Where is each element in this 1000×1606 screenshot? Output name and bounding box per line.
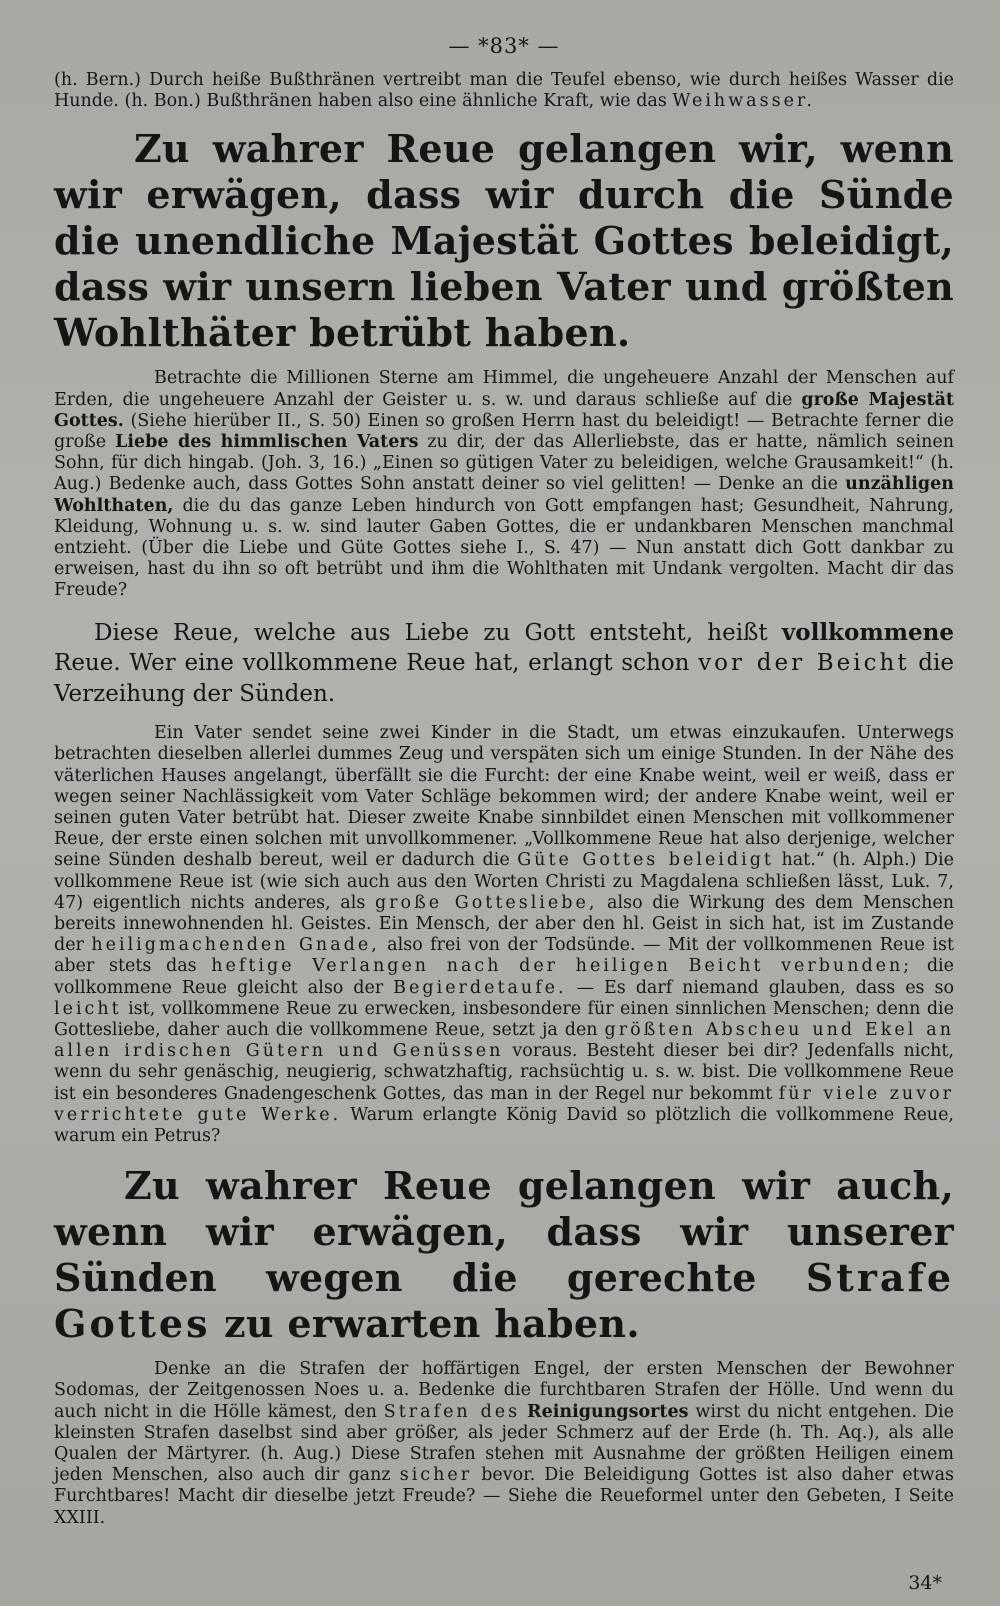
spaced-term-vor-der-beicht: vor der Beicht <box>698 650 910 677</box>
spaced-term-guete-gottes: Güte Gottes beleidigt <box>517 850 774 871</box>
spaced-term-leicht: leicht <box>54 998 122 1019</box>
heading-text: Zu wahrer Reue gelangen wir auch, wenn wir erwägen, dass wir unserer Sünden wegen die gerechte <box>54 1163 954 1301</box>
paragraph-text: voraus. Besteht dieser bei dir? Jedenfalls nicht, wenn du sehr genäschig, neugierig, schwatzhaftig, rachsüchtig u. s. w. bist. Die vollkommene Reue ist ein besonderes Gnadengeschenk Gottes, das man in der Regel nur bekommt <box>54 1041 955 1104</box>
paragraph-text: ist, vollkommene Reue zu erwecken, insbesondere für einen sinnlichen Menschen; denn die Gottesliebe, daher auch die vollkommene Reue, setzt ja den <box>54 998 954 1040</box>
spaced-term-sicher: sicher <box>399 1465 473 1486</box>
bold-term-majestaet: große Majestät Gottes. <box>54 389 954 431</box>
paragraph-text: die Verzeihung der Sünden. <box>54 650 954 707</box>
bold-term-liebe-vaters: Liebe des himmlischen Vaters <box>115 432 419 453</box>
spaced-term-verlangen-beicht: heftige Verlangen nach der heiligen Beicht verbunden; <box>211 956 913 977</box>
paragraph-text: (h. Bern.) Durch heiße Bußthränen vertreibt man die Teufel ebenso, wie durch heißes Wasser die Hunde. (h. Bon.) Bußthränen haben also eine ähnliche Kraft, wie das <box>54 70 954 112</box>
paragraph-bussthraenen <box>54 70 954 112</box>
printer-signature: 34* <box>908 1572 942 1594</box>
paragraph-text: die vollkommene Reue gleicht also der <box>54 956 954 998</box>
paragraph-vater-kinder <box>54 723 954 1147</box>
bold-term-reinigungsortes: Reinigungsortes <box>527 1401 689 1422</box>
paragraph-text: also frei von der Todsünde. — Mit der vollkommenen Reue ist aber stets das <box>54 935 954 977</box>
bold-term-wohlthaten: unzähligen Wohlthaten, <box>54 474 954 516</box>
paragraph-text <box>520 1402 527 1422</box>
paragraph-text: — Es darf niemand glauben, dass es so <box>566 977 955 998</box>
spaced-term-abscheu: größten Abscheu und Ekel an allen irdischen Gütern und Genüssen <box>54 1019 954 1062</box>
paragraph-betrachte <box>54 368 954 601</box>
spaced-term-strafen-des: Strafen des <box>383 1401 521 1422</box>
paragraph-text: Diese Reue, welche aus Liebe zu Gott entsteht, heißt <box>94 619 782 646</box>
paragraph-text: Denke an die Strafen der hoffärtigen Engel, der ersten Menschen der Bewohner Sodomas, der Zeitgenossen Noes u. a. Bedenke die furchtbaren Strafen der Hölle. Und wenn du auch nicht in die Hölle kämest, den <box>54 1359 954 1422</box>
spaced-term-gnade: heiligmachenden Gnade, <box>91 935 380 956</box>
paragraph-vollkommene-reue <box>54 618 954 710</box>
spaced-term-begierdetaufe: Begierdetaufe. <box>393 977 567 998</box>
section-heading-strafe <box>54 1163 954 1347</box>
paragraph-text: also die Wirkung des dem Menschen bereits innewohnenden hl. Geistes. Ein Mensch, der aber den hl. Geist in sich hat, ist im Zustande der <box>54 892 954 956</box>
paragraph-text: bevor. Die Beleidigung Gottes ist also daher etwas Furchtbares! Macht dir dieselbe jetzt Freude? — Siehe die Reueformel unter den Gebeten, I Seite XXIII. <box>54 1465 954 1528</box>
paragraph-text: zu dir, der das Allerliebste, das er hatte, nämlich seinen Sohn, für dich hingab. (Joh. 3, 16.) „Einen so gütigen Vater zu beleidigen, welche Grausamkeit!“ (h. Aug.) Bedenke auch, dass Gottes Sohn anstatt deiner so viel gelitten! — Denke an die <box>54 432 954 495</box>
spaced-term-strafe-gottes: Strafe Gottes <box>54 1255 954 1347</box>
spaced-term-gute-werke: für viele zuvor verrichtete gute Werke. <box>54 1083 954 1125</box>
paragraph-text: Warum erlangte König David so plötzlich die vollkommene Reue, warum ein Petrus? <box>54 1104 954 1146</box>
spaced-term-gottesliebe: große Gottesliebe, <box>374 892 598 913</box>
bold-term-vollkommene: vollkommene <box>781 618 954 646</box>
paragraph-text: wirst du nicht entgehen. Die kleinsten Strafen daselbst sind aber größer, als jeder Schmerz auf der Erde (h. Th. Aq.), als alle Qualen der Märtyrer. (h. Aug.) Diese Strafen stehen mit Ausnahme der größten Heiligen einem jeden Menschen, also auch dir ganz <box>54 1401 954 1486</box>
paragraph-text: (Siehe hierüber II., S. 50) Einen so großen Herrn hast du beleidigt! — Betrachte ferner die große <box>54 410 954 453</box>
paragraph-text: hat.“ (h. Alph.) Die vollkommene Reue ist (wie sich auch aus den Worten Christi zu Magdalena schließen lässt, Luk. 7, 47) eigentlich nichts anderes, als <box>54 850 954 913</box>
section-heading-majestaet: Zu wahrer Reue gelangen wir, wenn wir erwägen, dass wir durch die Sünde die unendliche Majestät Gottes beleidigt, dass wir unsern lieben Vater und größten Wohlthäter betrübt haben. <box>54 126 954 356</box>
paragraph-text: die du das ganze Leben hindurch von Gott empfangen hast; Gesundheit, Nahrung, Kleidung, Wohnung u. s. w. sind lauter Gaben Gottes, die er undankbaren Menschen manchmal entzieht. (Über die Liebe und Güte Gottes siehe I., S. 47) — Nun anstatt dich Gott dankbar zu erweisen, hast du ihn so oft betrübt und ihm die Wohlthaten mit Undank vergolten. Macht dir das Freude? <box>54 495 954 601</box>
paragraph-text: Ein Vater sendet seine zwei Kinder in die Stadt, um etwas einzukaufen. Unterwegs betrachten dieselben allerlei dummes Zeug und verspäten sich um einige Stunden. In der Nähe des väterlichen Hauses angelangt, überfällt sie die Furcht: der eine Knabe weint, weil er weiß, dass er wegen seiner Nachlässigkeit vom Vater Schläge bekommen wird; der andere Knabe weint, weil er seinen guten Vater betrübt hat. Dieser zweite Knabe sinnbildet einen Menschen mit vollkommener Reue, der erste einen solchen mit unvollkommener. „Vollkommene Reue hat also derjenige, welcher seine Sünden deshalb bereut, weil er dadurch die <box>54 723 954 871</box>
spaced-term-weihwasser: Weihwasser. <box>672 91 815 112</box>
paragraph-text: Reue. Wer eine vollkommene Reue hat, erlangt schon <box>54 650 699 677</box>
heading-text: zu erwarten haben. <box>210 1301 640 1347</box>
page-number: — *83* — <box>448 34 560 58</box>
paragraph-denke-strafen <box>54 1359 954 1529</box>
paragraph-text: Betrachte die Millionen Sterne am Himmel, die ungeheuere Anzahl der Menschen auf Erden, die ungeheuere Anzahl der Geister u. s. w. und daraus schließe auf die <box>54 368 954 410</box>
